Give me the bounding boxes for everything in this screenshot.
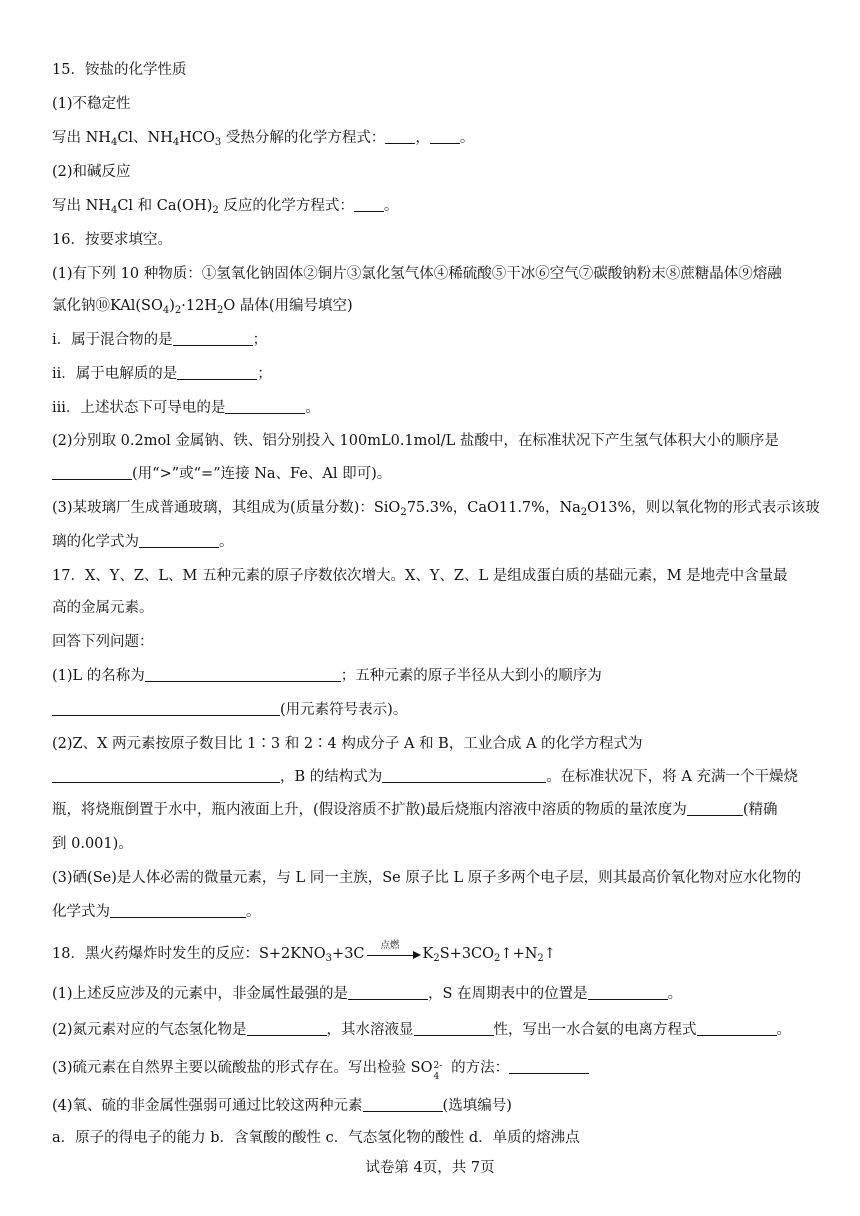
q18-options — [52, 1128, 820, 1148]
answer-blank[interactable] — [382, 768, 546, 783]
subscript: 2 — [174, 305, 182, 316]
q18-part2 — [52, 1020, 820, 1040]
q16-part2-line2 — [52, 464, 820, 484]
q16-part3-line1 — [52, 498, 820, 518]
text: ↑+N — [500, 946, 538, 962]
subscript: 2 — [494, 953, 501, 964]
subscript: 3 — [214, 137, 222, 148]
subscript: 4 — [110, 137, 118, 148]
text: 受热分解的化学方程式： — [221, 130, 386, 146]
answer-blank[interactable] — [173, 331, 253, 346]
text: a．原子的得电子的能力 b．含氧酸的酸性 c．气态氢化物的酸性 d．单质的熔沸点 — [52, 1130, 580, 1146]
answer-blank[interactable] — [697, 1021, 777, 1036]
text: ，B 的结构式为 — [280, 769, 383, 785]
reaction-condition: 点燃 — [380, 940, 400, 951]
text: (2)Z、X 两元素按原子数目比 1∶3 和 2∶4 构成分子 A 和 B，工业合成 A 的化学方程式为 — [52, 736, 643, 752]
subscript: 2 — [400, 507, 407, 518]
answer-blank[interactable] — [177, 365, 257, 380]
q16-part3-line2 — [52, 532, 820, 552]
text: 瓶，将烧瓶倒置于水中，瓶内液面上升，(假设溶质不扩散)最后烧瓶内溶液中溶质的物质的量浓度为 — [52, 802, 687, 818]
answer-blank[interactable] — [348, 985, 428, 1000]
text: 。 — [667, 986, 683, 1002]
text: (精确 — [742, 802, 778, 818]
text: (1)上述反应涉及的元素中，非金属性最强的是 — [52, 986, 349, 1002]
text: +3C — [332, 946, 365, 962]
q17-part3-line1 — [52, 868, 820, 888]
q18-part1 — [52, 984, 820, 1004]
text: ) — [169, 298, 175, 314]
text: 。 — [246, 904, 261, 920]
text: ↑ — [543, 946, 556, 962]
text: 反应的化学方程式： — [218, 198, 354, 214]
subscript: 4 — [162, 305, 170, 316]
page-footer: 试卷第 4页，共 7页 — [365, 1160, 495, 1176]
text: i．属于混合物的是 — [52, 332, 173, 348]
answer-blank[interactable] — [52, 768, 280, 783]
q15-part1 — [52, 94, 820, 114]
superscript: 2- — [433, 1061, 443, 1071]
q18-reaction-line — [52, 940, 820, 964]
text: 写出 NH — [52, 198, 111, 214]
text: ， — [415, 130, 430, 146]
q17-part2-line2 — [52, 767, 820, 787]
text: Cl 和 Ca(OH) — [117, 198, 213, 214]
answer-blank[interactable] — [385, 129, 415, 144]
text: (3)某玻璃厂生成普通玻璃，其组成为(质量分数)：SiO — [52, 500, 401, 516]
q18-part3 — [52, 1058, 820, 1082]
subscript: 2 — [212, 205, 219, 216]
text: O13%，则以氧化物的形式表示该玻 — [587, 500, 820, 516]
answer-blank[interactable] — [52, 465, 132, 480]
q16-item-iii — [52, 398, 820, 418]
answer-blank[interactable] — [225, 399, 305, 414]
text: S+3CO — [439, 946, 495, 962]
answer-blank[interactable] — [247, 1021, 327, 1036]
q17-part1-line1 — [52, 666, 820, 686]
answer-blank[interactable] — [52, 701, 280, 716]
text: (2)氮元素对应的气态氢化物是 — [52, 1022, 247, 1038]
text: 高的金属元素。 — [52, 600, 154, 616]
answer-blank[interactable] — [414, 1021, 494, 1036]
text: (4)氧、硫的非金属性强弱可通过比较这两种元素 — [52, 1098, 363, 1114]
q17-part2-line1 — [52, 734, 820, 754]
q15-line-decomposition — [52, 128, 820, 148]
answer-blank[interactable] — [588, 985, 668, 1000]
subscript: 4 — [110, 205, 118, 216]
subscript: 2 — [537, 953, 544, 964]
q17-intro-line1 — [52, 566, 820, 586]
subscript: 2 — [580, 507, 588, 518]
answer-blank[interactable] — [430, 129, 460, 144]
text: 。 — [305, 400, 320, 416]
answer-blank[interactable] — [145, 667, 341, 682]
arrow-shaft — [367, 955, 415, 956]
text: (2)和碱反应 — [52, 164, 131, 180]
q17-answer-prompt — [52, 632, 820, 652]
text: 氯化钠⑩KAl(SO — [52, 298, 163, 314]
text: (用“>”或“=”连接 Na、Fe、Al 即可)。 — [132, 466, 392, 482]
text: 写出 NH — [52, 130, 111, 146]
subscript: 2 — [433, 953, 440, 964]
q16-substances-line1 — [52, 264, 820, 284]
text: 18．黑火药爆炸时发生的反应：S+2KNO — [52, 946, 326, 962]
text: K — [422, 946, 434, 962]
text: (1)有下列 10 种物质：①氢氧化钠固体②铜片③氯化氢气体④稀硫酸⑤干冰⑥空气⑦碳酸钠粉末⑧蔗糖晶体⑨熔融 — [52, 266, 782, 282]
q18-part4 — [52, 1096, 820, 1116]
text: ； — [257, 366, 272, 382]
answer-blank[interactable] — [687, 801, 743, 816]
text: HCO — [179, 130, 215, 146]
q17-part2-line4 — [52, 834, 820, 854]
q15-title — [52, 60, 820, 80]
text: 回答下列问题： — [52, 634, 154, 650]
subscript: 2 — [216, 305, 224, 316]
text: Cl、NH — [117, 130, 173, 146]
text: (选填编号) — [442, 1098, 512, 1114]
q17-part2-line3 — [52, 800, 820, 820]
q17-part1-line2 — [52, 700, 820, 720]
text: 到 0.001)。 — [52, 836, 133, 852]
text: 。 — [219, 534, 234, 550]
q16-item-ii — [52, 364, 820, 384]
text: 17．X、Y、Z、L、M 五种元素的原子序数依次增大。X、Y、Z、L 是组成蛋白质的基础元素，M 是地壳中含量最 — [52, 568, 788, 584]
text: 璃的化学式为 — [52, 534, 139, 550]
text: 75.3%，CaO11.7%，Na — [406, 500, 581, 516]
text: (2)分别取 0.2mol 金属钠、铁、铝分别投入 100mL0.1mol/L 盐酸中，在标准状况下产生氢气体积大小的顺序是 — [52, 433, 779, 449]
q16-title — [52, 230, 820, 250]
subscript: 4 — [172, 137, 180, 148]
q15-part2 — [52, 162, 820, 182]
q16-item-i — [52, 330, 820, 350]
text: 15．铵盐的化学性质 — [52, 62, 187, 78]
text: 。在标准状况下，将 A 充满一个干燥烧 — [546, 769, 798, 785]
text: 性，写出一水合氨的电离方程式 — [493, 1022, 697, 1038]
answer-blank[interactable] — [363, 1097, 443, 1112]
text: (3)硒(Se)是人体必需的微量元素，与 L 同一主族，Se 原子比 L 原子多两个电子层，则其最高价氧化物对应水化物的 — [52, 870, 802, 886]
text: ，其水溶液显 — [326, 1022, 414, 1038]
text: 化学式为 — [52, 904, 110, 920]
text: (1)L 的名称为 — [52, 668, 145, 684]
subscript: 4 — [433, 1072, 440, 1082]
text: O 晶体(用编号填空) — [223, 298, 353, 314]
text: 。 — [383, 198, 399, 214]
q16-part2-line1 — [52, 431, 820, 451]
text: 。 — [776, 1022, 792, 1038]
text: ·12H — [181, 298, 217, 314]
text: ，S 在周期表中的位置是 — [428, 986, 588, 1002]
q17-intro-line2 — [52, 598, 820, 618]
text: 。 — [459, 130, 475, 146]
text: (3)硫元素在自然界主要以硫酸盐的形式存在。写出检验 SO — [52, 1060, 433, 1076]
text: ；五种元素的原子半径从大到小的顺序为 — [340, 668, 602, 684]
subscript: 3 — [325, 953, 333, 964]
q16-substances-line2 — [52, 296, 820, 316]
q15-line-base-reaction — [52, 196, 820, 216]
text: ； — [252, 332, 268, 348]
q17-part3-line2 — [52, 902, 820, 922]
text: iii．上述状态下可导电的是 — [52, 400, 226, 416]
answer-blank[interactable] — [509, 1059, 589, 1074]
arrow-head — [413, 951, 421, 959]
text: (1)不稳定性 — [52, 96, 131, 112]
text: 的方法： — [446, 1060, 510, 1076]
reaction-arrow-icon — [367, 940, 421, 964]
answer-blank[interactable] — [110, 903, 246, 918]
answer-blank[interactable] — [139, 533, 219, 548]
text: 16．按要求填空。 — [52, 232, 172, 248]
text: (用元素符号表示)。 — [280, 702, 408, 718]
text: ii．属于电解质的是 — [52, 366, 178, 382]
answer-blank[interactable] — [354, 197, 384, 212]
sulfate-charge — [432, 1058, 446, 1082]
